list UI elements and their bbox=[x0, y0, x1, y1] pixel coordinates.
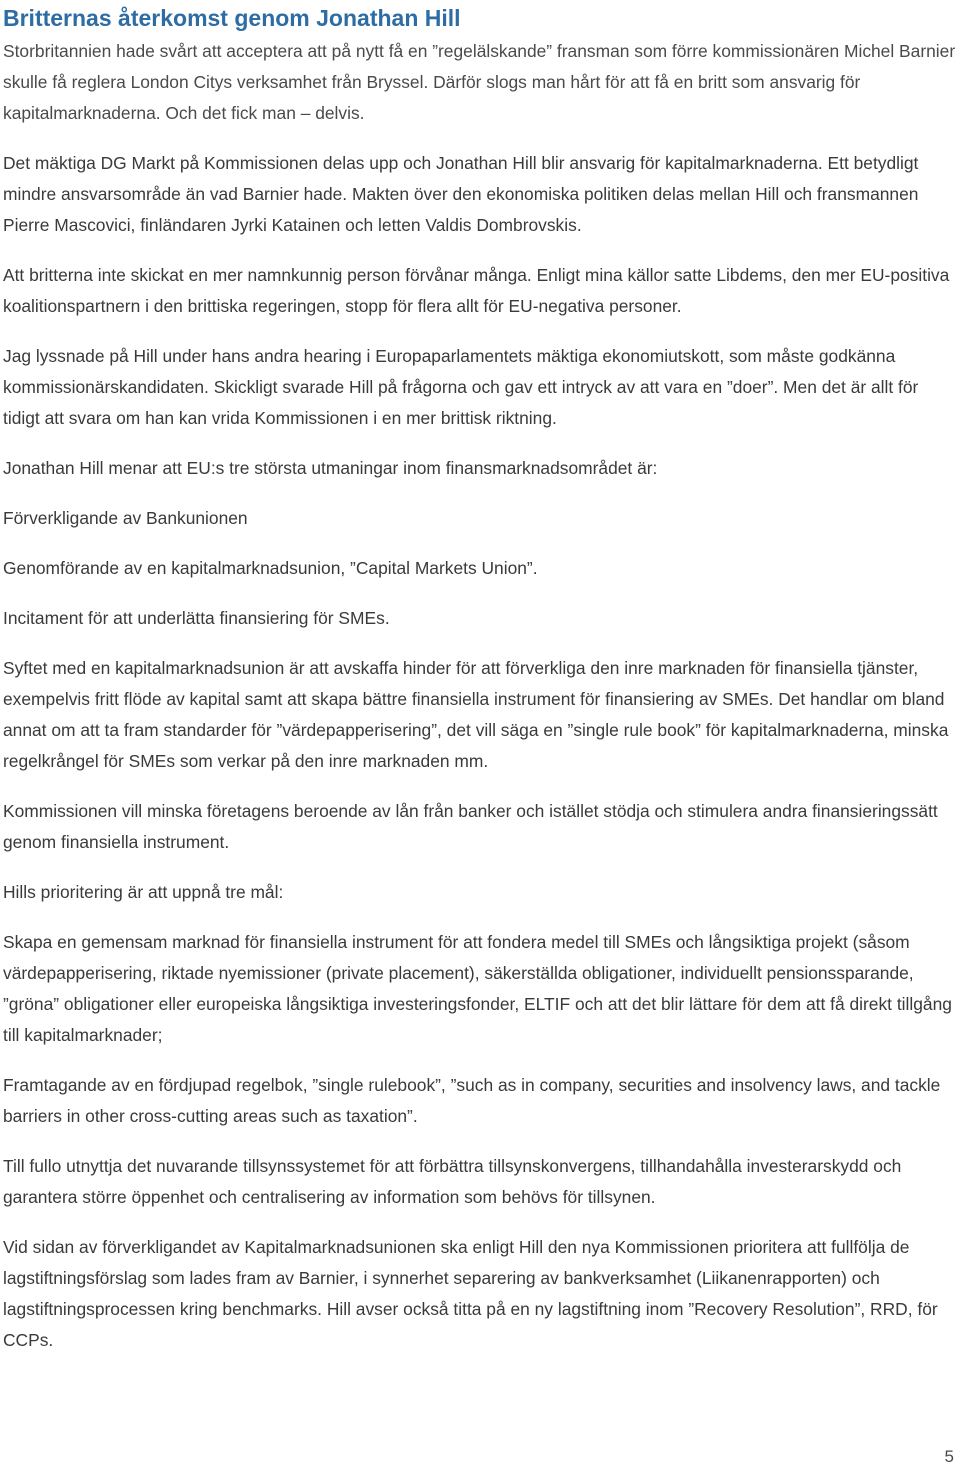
paragraph-goal-1: Skapa en gemensam marknad för finansiella instrument för att fondera medel till SMEs och långsiktiga projekt (såsom värdepapperisering, riktade nyemissioner (private placement), säkerställda obligationer, individuellt pensionssparande, ”gröna” obligationer eller europeiska långsiktiga investeringsfonder, ELTIF och att det blir lättare för dem att få direkt tillgång till kapitalmarknader; bbox=[3, 932, 952, 1045]
paragraph-kommissionen: Kommissionen vill minska företagens beroende av lån från banker och istället stödja och stimulera andra finansieringssätt genom finansiella instrument. bbox=[3, 801, 938, 852]
paragraph-goal-2: Framtagande av en fördjupad regelbok, ”single rulebook”, ”such as in company, securities and insolvency laws, and tackle barriers in other cross-cutting areas such as taxation”. bbox=[3, 1075, 941, 1126]
document-page bbox=[3, 0, 958, 1356]
paragraph-challenge-3: Incitament för att underlätta finansiering för SMEs. bbox=[3, 608, 390, 628]
paragraph-challenge-1: Förverkligande av Bankunionen bbox=[3, 508, 248, 528]
paragraph-britterna: Att britterna inte skickat en mer namnkunnig person förvånar många. Enligt mina källor satte Libdems, den mer EU-positiva koalitionspartnern i den brittiska regeringen, stopp för flera allt för EU-negativa personer. bbox=[3, 265, 950, 316]
page-number: 5 bbox=[944, 1447, 954, 1466]
paragraph-priorities-intro: Hills prioritering är att uppnå tre mål: bbox=[3, 882, 284, 902]
paragraph-challenges-intro: Jonathan Hill menar att EU:s tre största utmaningar inom finansmarknadsområdet är: bbox=[3, 458, 658, 478]
paragraph-syftet: Syftet med en kapitalmarknadsunion är att avskaffa hinder för att förverkliga den inre marknaden för finansiella tjänster, exempelvis fritt flöde av kapital samt att skapa bättre finansiella instrument för finansiering av SMEs. Det handlar om bland annat om att ta fram standarder för ”värdepapperisering”, det vill säga en ”single rule book” för kapitalmarknaderna, minska regelkrångel för SMEs som verkar på den inre marknaden mm. bbox=[3, 658, 949, 771]
paragraph-vid-sidan: Vid sidan av förverkligandet av Kapitalmarknadsunionen ska enligt Hill den nya Kommissionen prioritera att fullfölja de lagstiftningsförslag som lades fram av Barnier, i synnerhet separering av bankverksamhet (Liikanenrapporten) och lagstiftningsprocessen kring benchmarks. Hill avser också titta på en ny lagstiftning inom ”Recovery Resolution”, RRD, för CCPs. bbox=[3, 1237, 938, 1350]
paragraph-goal-3: Till fullo utnyttja det nuvarande tillsynssystemet för att förbättra tillsynskonvergens, tillhandahålla investerarskydd och garantera större öppenhet och centralisering av information som behövs för tillsynen. bbox=[3, 1156, 902, 1207]
paragraph-intro: Storbritannien hade svårt att acceptera att på nytt få en ”regelälskande” fransman som förre kommissionären Michel Barnier skulle få reglera London Citys verksamhet från Bryssel. Därför slogs man hårt för att få en britt som ansvarig för kapitalmarknaderna. Och det fick man – delvis. bbox=[3, 41, 956, 123]
paragraph-dg-markt: Det mäktiga DG Markt på Kommissionen delas upp och Jonathan Hill blir ansvarig för kapitalmarknaderna. Ett betydligt mindre ansvarsområde än vad Barnier hade. Makten över den ekonomiska politiken delas mellan Hill och fransmannen Pierre Mascovici, finländaren Jyrki Katainen och letten Valdis Dombrovskis. bbox=[3, 153, 919, 235]
paragraph-challenge-2: Genomförande av en kapitalmarknadsunion, ”Capital Markets Union”. bbox=[3, 558, 538, 578]
document-title: Britternas återkomst genom Jonathan Hill bbox=[3, 5, 461, 31]
paragraph-hearing: Jag lyssnade på Hill under hans andra hearing i Europaparlamentets mäktiga ekonomiutskott, som måste godkänna kommissionärskandidaten. Skickligt svarade Hill på frågorna och gav ett intryck av att vara en ”doer”. Men det är allt för tidigt att svara om han kan vrida Kommissionen i en mer brittisk riktning. bbox=[3, 346, 919, 428]
